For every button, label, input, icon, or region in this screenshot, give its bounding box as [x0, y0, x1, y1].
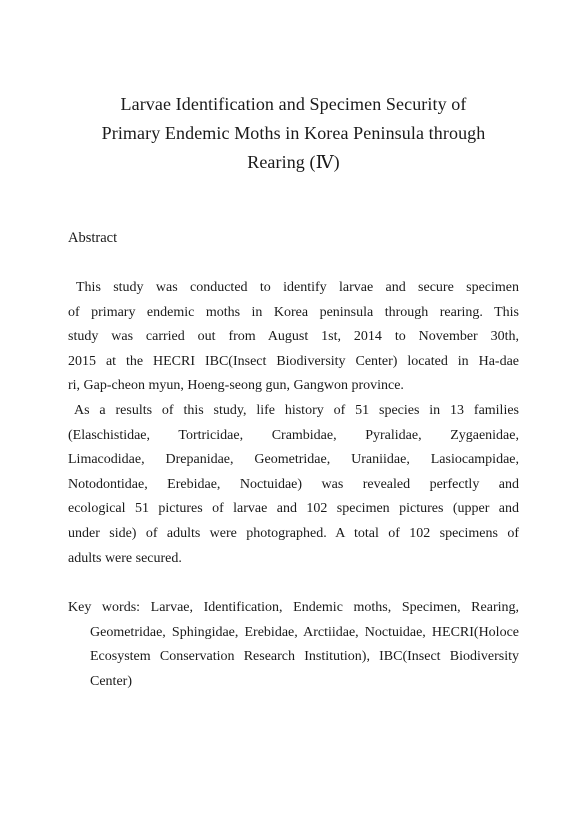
keywords-block — [68, 596, 519, 694]
text-line: adults were secured. — [68, 550, 182, 566]
text-line: Notodontidae, Erebidae, Noctuidae) was revealed perfectly and — [68, 476, 519, 492]
abstract-paragraph-2 — [68, 399, 519, 571]
abstract-heading: Abstract — [68, 230, 118, 246]
title-line-2: Primary Endemic Moths in Korea Peninsula through — [101, 123, 486, 143]
text-line: 2015 at the HECRI IBC(Insect Biodiversity Center) located in Ha-dae — [68, 353, 519, 369]
text-line: (Elaschistidae, Tortricidae, Crambidae, Pyralidae, Zygaenidae, — [68, 427, 519, 443]
text-line: of primary endemic moths in Korea peninsula through rearing. This — [68, 304, 519, 320]
text-line: This study was conducted to identify larvae and secure specimen — [76, 280, 519, 295]
text-line: ri, Gap-cheon myun, Hoeng-seong gun, Gangwon province. — [68, 378, 404, 394]
text-line: under side) of adults were photographed. A total of 102 specimens of — [68, 525, 519, 541]
text-line: ecological 51 pictures of larvae and 102 specimen pictures (upper and — [68, 501, 519, 517]
text-line: Limacodidae, Drepanidae, Geometridae, Uraniidae, Lasiocampidae, — [68, 452, 519, 468]
abstract-paragraph-1 — [68, 276, 519, 399]
text-line: As a results of this study, life history of 51 species in 13 families — [74, 403, 519, 418]
paper-title — [40, 90, 547, 177]
keywords-line: Ecosystem Conservation Research Institution), IBC(Insect Biodiversity — [90, 649, 519, 665]
title-line-1: Larvae Identification and Specimen Security of — [120, 94, 467, 114]
title-line-3: Rearing (Ⅳ) — [247, 152, 340, 172]
keywords-line: Geometridae, Sphingidae, Erebidae, Arctiidae, Noctuidae, HECRI(Holoce — [90, 624, 519, 640]
text-line: study was carried out from August 1st, 2014 to November 30th, — [68, 329, 519, 345]
keywords-line: Center) — [90, 673, 132, 689]
keywords-line: Key words: Larvae, Identification, Endemic moths, Specimen, Rearing, — [68, 600, 519, 615]
